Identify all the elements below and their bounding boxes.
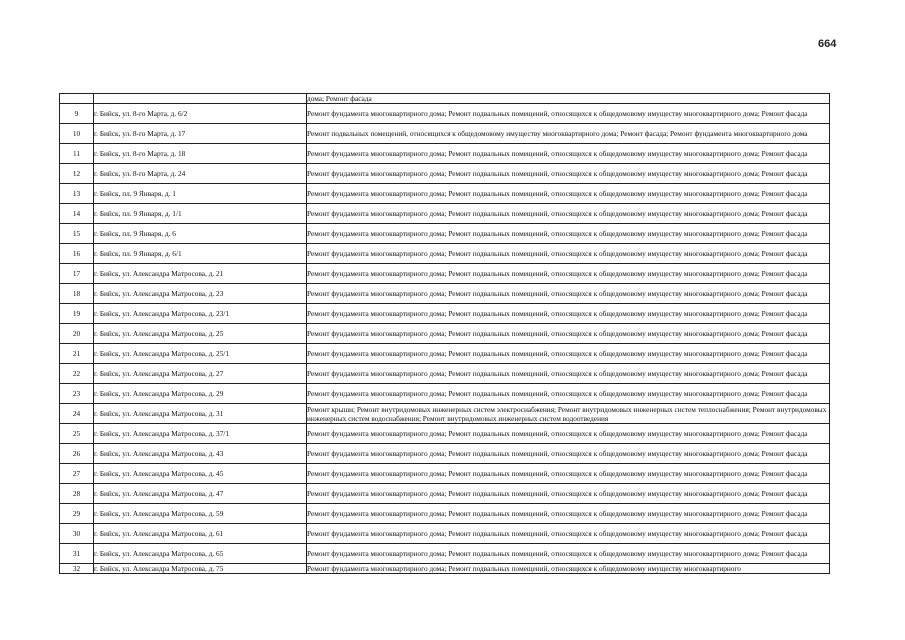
table-row (60, 144, 830, 164)
work-cell: Ремонт фундамента многоквартирного дома; Ремонт подвальных помещений, относящихся к общедомовому имуществу многоквартирного дома; Ремонт фасада (307, 324, 830, 344)
address-cell: г. Бийск, ул. Александра Матросова, д. 29 (94, 384, 307, 404)
table-row (60, 164, 830, 184)
work-cell: Ремонт фундамента многоквартирного дома; Ремонт подвальных помещений, относящихся к общедомовому имуществу многоквартирного дома; Ремонт фасада (307, 444, 830, 464)
row-number-cell: 17 (60, 264, 94, 284)
table-row (60, 484, 830, 504)
table-row (60, 184, 830, 204)
row-number-cell: 25 (60, 424, 94, 444)
table-row (60, 324, 830, 344)
address-cell (94, 94, 307, 104)
address-cell: г. Бийск, ул. Александра Матросова, д. 43 (94, 444, 307, 464)
row-number-cell: 11 (60, 144, 94, 164)
table-row (60, 444, 830, 464)
work-cell: Ремонт фундамента многоквартирного дома; Ремонт подвальных помещений, относящихся к общедомовому имуществу многоквартирного (307, 564, 830, 574)
work-cell: Ремонт фундамента многоквартирного дома; Ремонт подвальных помещений, относящихся к общедомовому имуществу многоквартирного дома; Ремонт фасада (307, 184, 830, 204)
work-cell: Ремонт фундамента многоквартирного дома; Ремонт подвальных помещений, относящихся к общедомовому имуществу многоквартирного дома; Ремонт фасада (307, 244, 830, 264)
address-cell: г. Бийск, ул. Александра Матросова, д. 47 (94, 484, 307, 504)
row-number-cell: 20 (60, 324, 94, 344)
work-cell: Ремонт фундамента многоквартирного дома; Ремонт подвальных помещений, относящихся к общедомовому имуществу многоквартирного дома; Ремонт фасада (307, 144, 830, 164)
address-cell: г. Бийск, пл. 9 Января, д. 6/1 (94, 244, 307, 264)
work-cell: Ремонт фундамента многоквартирного дома; Ремонт подвальных помещений, относящихся к общедомовому имуществу многоквартирного дома; Ремонт фасада (307, 544, 830, 564)
work-cell: Ремонт фундамента многоквартирного дома; Ремонт подвальных помещений, относящихся к общедомовому имуществу многоквартирного дома; Ремонт фасада (307, 364, 830, 384)
row-number-cell: 28 (60, 484, 94, 504)
address-cell: г. Бийск, пл. 9 Января, д. 1/1 (94, 204, 307, 224)
work-cell: Ремонт фундамента многоквартирного дома; Ремонт подвальных помещений, относящихся к общедомовому имуществу многоквартирного дома; Ремонт фасада (307, 484, 830, 504)
address-cell: г. Бийск, ул. Александра Матросова, д. 37/1 (94, 424, 307, 444)
work-cell: Ремонт подвальных помещений, относящихся к общедомовому имуществу многоквартирного дома; Ремонт фасада; Ремонт фундамента многоквартирного дома (307, 124, 830, 144)
table-row (60, 544, 830, 564)
address-cell: г. Бийск, ул. Александра Матросова, д. 23 (94, 284, 307, 304)
address-cell: г. Бийск, ул. Александра Матросова, д. 75 (94, 564, 307, 574)
table-row (60, 364, 830, 384)
work-cell: Ремонт фундамента многоквартирного дома; Ремонт подвальных помещений, относящихся к общедомовому имуществу многоквартирного дома; Ремонт фасада (307, 344, 830, 364)
work-cell: Ремонт фундамента многоквартирного дома; Ремонт подвальных помещений, относящихся к общедомовому имуществу многоквартирного дома; Ремонт фасада (307, 104, 830, 124)
address-cell: г. Бийск, ул. Александра Матросова, д. 23/1 (94, 304, 307, 324)
table-row (60, 344, 830, 364)
address-cell: г. Бийск, ул. Александра Матросова, д. 31 (94, 404, 307, 424)
address-cell: г. Бийск, ул. Александра Матросова, д. 25 (94, 324, 307, 344)
work-cell: Ремонт фундамента многоквартирного дома; Ремонт подвальных помещений, относящихся к общедомовому имуществу многоквартирного дома; Ремонт фасада (307, 504, 830, 524)
row-number-cell: 30 (60, 524, 94, 544)
row-number-cell: 31 (60, 544, 94, 564)
table-row (60, 464, 830, 484)
address-cell: г. Бийск, ул. 8-го Марта, д. 6/2 (94, 104, 307, 124)
work-cell: Ремонт фундамента многоквартирного дома; Ремонт подвальных помещений, относящихся к общедомовому имуществу многоквартирного дома; Ремонт фасада (307, 304, 830, 324)
table-row (60, 244, 830, 264)
table-row (60, 384, 830, 404)
address-cell: г. Бийск, ул. Александра Матросова, д. 59 (94, 504, 307, 524)
address-cell: г. Бийск, ул. Александра Матросова, д. 65 (94, 544, 307, 564)
work-cell: Ремонт фундамента многоквартирного дома; Ремонт подвальных помещений, относящихся к общедомовому имуществу многоквартирного дома; Ремонт фасада (307, 424, 830, 444)
work-cell: Ремонт фундамента многоквартирного дома; Ремонт подвальных помещений, относящихся к общедомовому имуществу многоквартирного дома; Ремонт фасада (307, 464, 830, 484)
work-cell: Ремонт фундамента многоквартирного дома; Ремонт подвальных помещений, относящихся к общедомовому имуществу многоквартирного дома; Ремонт фасада (307, 164, 830, 184)
work-cell: Ремонт фундамента многоквартирного дома; Ремонт подвальных помещений, относящихся к общедомовому имуществу многоквартирного дома; Ремонт фасада (307, 224, 830, 244)
address-cell: г. Бийск, пл. 9 Января, д. 1 (94, 184, 307, 204)
repair-registry-table (59, 93, 830, 574)
row-number-cell: 13 (60, 184, 94, 204)
work-cell: Ремонт фундамента многоквартирного дома; Ремонт подвальных помещений, относящихся к общедомовому имуществу многоквартирного дома; Ремонт фасада (307, 284, 830, 304)
table-row (60, 504, 830, 524)
registry-body (60, 94, 830, 574)
table-row (60, 304, 830, 324)
address-cell: г. Бийск, ул. Александра Матросова, д. 27 (94, 364, 307, 384)
row-number-cell: 29 (60, 504, 94, 524)
work-cell: Ремонт фундамента многоквартирного дома; Ремонт подвальных помещений, относящихся к общедомовому имуществу многоквартирного дома; Ремонт фасада (307, 204, 830, 224)
row-number-cell: 9 (60, 104, 94, 124)
row-number-cell: 21 (60, 344, 94, 364)
work-cell: Ремонт фундамента многоквартирного дома; Ремонт подвальных помещений, относящихся к общедомовому имуществу многоквартирного дома; Ремонт фасада (307, 524, 830, 544)
row-number-cell: 26 (60, 444, 94, 464)
address-cell: г. Бийск, ул. Александра Матросова, д. 21 (94, 264, 307, 284)
address-cell: г. Бийск, ул. 8-го Марта, д. 17 (94, 124, 307, 144)
row-number-cell: 19 (60, 304, 94, 324)
table-row (60, 404, 830, 424)
row-number-cell: 27 (60, 464, 94, 484)
page-number: 664 (818, 38, 837, 50)
table-row-continued (60, 94, 830, 104)
table-row (60, 264, 830, 284)
row-number-cell: 24 (60, 404, 94, 424)
row-number-cell: 23 (60, 384, 94, 404)
table-row (60, 224, 830, 244)
address-cell: г. Бийск, ул. 8-го Марта, д. 18 (94, 144, 307, 164)
table-row (60, 104, 830, 124)
table-row (60, 424, 830, 444)
address-cell: г. Бийск, ул. 8-го Марта, д. 24 (94, 164, 307, 184)
row-number-cell: 15 (60, 224, 94, 244)
work-cell: Ремонт фундамента многоквартирного дома; Ремонт подвальных помещений, относящихся к общедомовому имуществу многоквартирного дома; Ремонт фасада (307, 264, 830, 284)
row-number-cell: 10 (60, 124, 94, 144)
address-cell: г. Бийск, пл. 9 Января, д. 6 (94, 224, 307, 244)
address-cell: г. Бийск, ул. Александра Матросова, д. 45 (94, 464, 307, 484)
row-number-cell: 16 (60, 244, 94, 264)
address-cell: г. Бийск, ул. Александра Матросова, д. 61 (94, 524, 307, 544)
row-number-cell: 18 (60, 284, 94, 304)
table-row (60, 204, 830, 224)
table-row-cut-off (60, 564, 830, 574)
row-number-cell: 14 (60, 204, 94, 224)
table-row (60, 284, 830, 304)
table-row (60, 524, 830, 544)
work-cell: Ремонт крыши; Ремонт внутридомовых инженерных систем электроснабжения; Ремонт внутридомовых инженерных систем теплоснабжения; Ремонт внутридомовых инженерных систем водоснабжения; Ремонт внутридомовых инженерных систем водоотведения (307, 404, 830, 424)
work-cell: Ремонт фундамента многоквартирного дома; Ремонт подвальных помещений, относящихся к общедомовому имуществу многоквартирного дома; Ремонт фасада (307, 384, 830, 404)
row-number-cell (60, 94, 94, 104)
address-cell: г. Бийск, ул. Александра Матросова, д. 25/1 (94, 344, 307, 364)
row-number-cell: 32 (60, 564, 94, 574)
table-row (60, 124, 830, 144)
row-number-cell: 22 (60, 364, 94, 384)
row-number-cell: 12 (60, 164, 94, 184)
work-cell: дома; Ремонт фасада (307, 94, 830, 104)
